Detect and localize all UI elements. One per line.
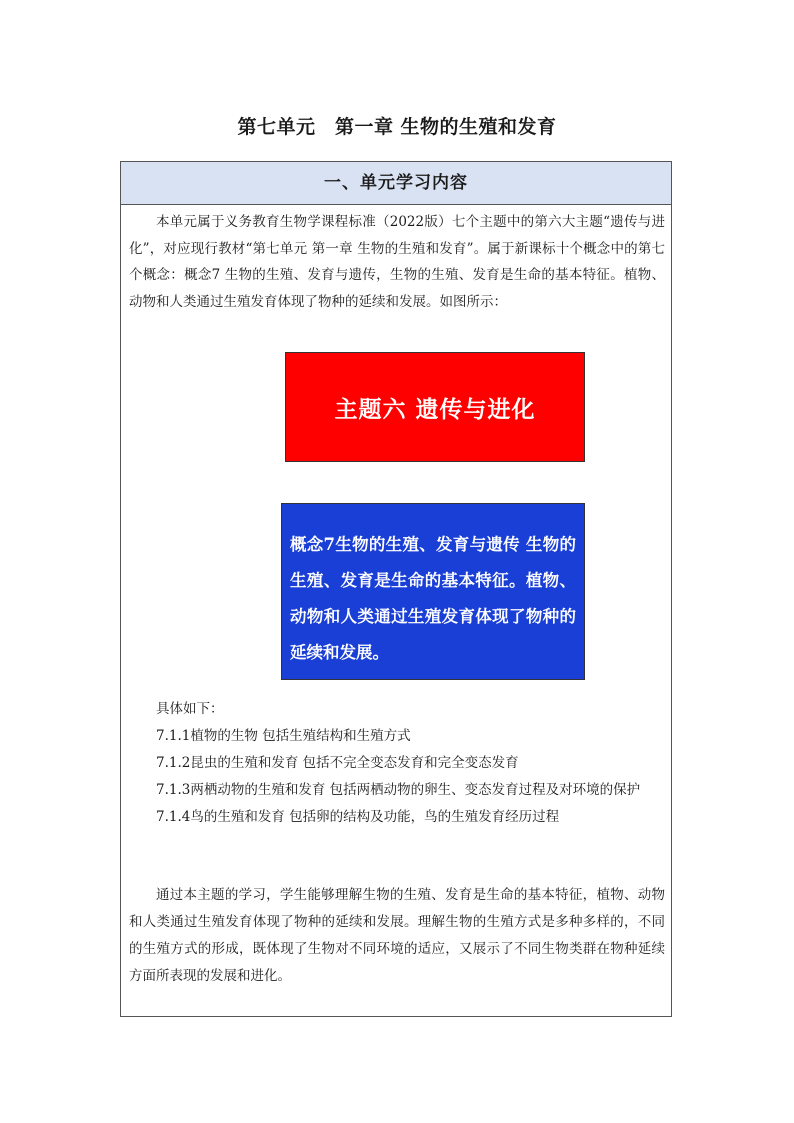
theme-box-label: 主题六 遗传与进化	[334, 396, 536, 423]
list-item: 7.1.3两栖动物的生殖和发育 包括两栖动物的卵生、变态发育过程及对环境的保护	[156, 782, 641, 798]
section-body	[121, 205, 671, 315]
unit-content-table	[120, 161, 672, 1017]
list-item: 7.1.4鸟的生殖和发育 包括卵的结构及功能，鸟的生殖发育经历过程	[156, 809, 560, 825]
details-intro: 具体如下：	[156, 701, 224, 717]
summary-paragraph: 通过本主题的学习，学生能够理解生物的生殖、发育是生命的基本特征，植物、动物和人类通过生殖发育体现了物种的延续和发展。理解生物的生殖方式是多种多样的，不同的生殖方式的形成，既体现了生物对不同环境的适应，又展示了不同生物类群在物种延续方面所表现的发展和进化。	[129, 887, 665, 984]
concept-box-text: 概念7生物的生殖、发育与遗传 生物的生殖、发育是生命的基本特征。植物、动物和人类通过生殖发育体现了物种的延续和发展。	[290, 535, 576, 662]
list-item: 7.1.1植物的生物 包括生殖结构和生殖方式	[156, 728, 411, 744]
list-item: 7.1.2昆虫的生殖和发育 包括不完全变态发育和完全变态发育	[156, 755, 519, 771]
document-title: 第七单元 第一章 生物的生殖和发育	[237, 116, 557, 138]
section-header: 一、单元学习内容	[121, 162, 671, 205]
intro-paragraph: 本单元属于义务教育生物学课程标准（2022版）七个主题中的第六大主题“遗传与进化”，对应现行教材“第七单元 第一章 生物的生殖和发育”。属于新课标十个概念中的第七个概念：概念7 生物的生殖、发育与遗传，生物的生殖、发育是生命的基本特征。植物、动物和人类通过生殖发育体现了物种的延续和发展。如图所示：	[129, 214, 665, 310]
concept-box	[281, 503, 585, 680]
summary-section	[129, 882, 665, 990]
details-list	[129, 696, 665, 831]
theme-box	[285, 352, 585, 462]
